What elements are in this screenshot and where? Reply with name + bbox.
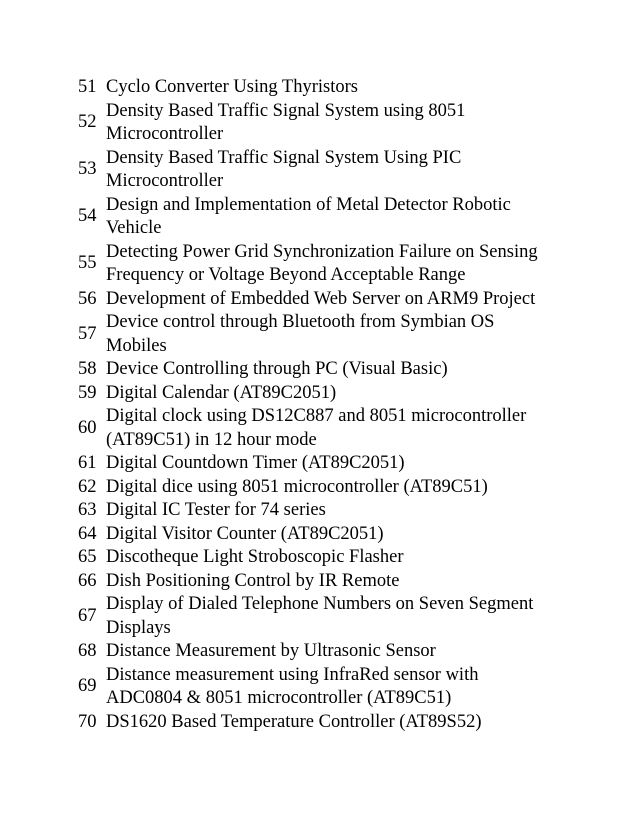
item-number: 68 (78, 641, 97, 661)
item-number: 61 (78, 453, 97, 473)
item-title-line: Display of Dialed Telephone Numbers on Seven Segment (106, 594, 534, 614)
item-number: 66 (78, 570, 97, 591)
item-number: 63 (78, 500, 97, 520)
list-item (78, 241, 558, 288)
item-title-line: Dish Positioning Control by IR Remote (106, 570, 400, 591)
item-title (106, 241, 558, 288)
item-number: 65 (78, 547, 97, 567)
item-title-line: Displays (106, 617, 171, 638)
list-item (78, 194, 558, 241)
item-title (106, 100, 558, 147)
item-number: 62 (78, 476, 97, 497)
item-title-line: Distance Measurement by Ultrasonic Sensor (106, 641, 436, 661)
item-title-line: Design and Implementation of Metal Detector Robotic (106, 194, 511, 215)
item-title (106, 147, 558, 194)
item-title (106, 593, 558, 640)
item-number: 54 (78, 206, 97, 227)
item-title (106, 382, 558, 406)
item-title (106, 358, 558, 382)
item-title-line: Device control through Bluetooth from Symbian OS (106, 312, 495, 332)
list-item (78, 546, 558, 570)
item-title-line: Cyclo Converter Using Thyristors (106, 77, 358, 97)
item-title (106, 523, 558, 547)
item-title (106, 405, 558, 452)
item-number: 69 (78, 676, 97, 697)
list-item (78, 664, 558, 711)
item-title-line: Vehicle (106, 218, 162, 238)
item-title-line: Mobiles (106, 335, 167, 356)
list-item (78, 499, 558, 523)
item-number: 67 (78, 605, 97, 626)
item-title-line: Digital Calendar (AT89C2051) (106, 382, 337, 403)
list-item (78, 711, 558, 735)
item-title-line: Microcontroller (106, 171, 224, 191)
list-item (78, 405, 558, 452)
list-item (78, 593, 558, 640)
item-title (106, 640, 558, 664)
item-title-line: Digital IC Tester for 74 series (106, 500, 326, 520)
item-title (106, 476, 558, 500)
list-item (78, 382, 558, 406)
list-item (78, 288, 558, 312)
item-title (106, 664, 558, 711)
item-title (106, 546, 558, 570)
item-number: 70 (78, 711, 97, 732)
list-item (78, 476, 558, 500)
item-title-line: Development of Embedded Web Server on ARM9 Project (106, 288, 536, 309)
item-title-line: (AT89C51) in 12 hour mode (106, 429, 317, 450)
list-item (78, 452, 558, 476)
item-title-line: Distance measurement using InfraRed sensor with (106, 664, 479, 685)
list-item (78, 640, 558, 664)
item-number: 56 (78, 288, 97, 309)
item-title-line: DS1620 Based Temperature Controller (AT89S52) (106, 711, 482, 732)
item-title-line: Detecting Power Grid Synchronization Failure on Sensing (106, 241, 538, 262)
item-title-line: Discotheque Light Stroboscopic Flasher (106, 547, 404, 567)
item-number: 64 (78, 523, 97, 544)
list-item (78, 100, 558, 147)
item-title (106, 311, 558, 358)
item-title (106, 570, 558, 594)
item-number: 55 (78, 253, 97, 274)
item-title (106, 499, 558, 523)
list-item (78, 570, 558, 594)
item-title-line: Digital Countdown Timer (AT89C2051) (106, 453, 405, 473)
item-number: 51 (78, 77, 97, 97)
item-title (106, 194, 558, 241)
list-item (78, 311, 558, 358)
list-item (78, 147, 558, 194)
item-title (106, 711, 558, 735)
list-item (78, 358, 558, 382)
list-item (78, 76, 558, 100)
item-title-line: Digital Visitor Counter (AT89C2051) (106, 523, 384, 544)
item-number: 57 (78, 323, 97, 344)
item-title (106, 452, 558, 476)
item-title-line: Frequency or Voltage Beyond Acceptable Range (106, 265, 466, 285)
item-title-line: Device Controlling through PC (Visual Basic) (106, 359, 448, 379)
item-title-line: Digital clock using DS12C887 and 8051 microcontroller (106, 406, 527, 426)
item-title-line: Density Based Traffic Signal System Using PIC (106, 147, 462, 168)
item-number: 59 (78, 382, 97, 403)
list-item (78, 523, 558, 547)
item-number: 60 (78, 417, 97, 438)
project-list (78, 76, 558, 734)
item-number: 52 (78, 112, 97, 133)
item-title-line: Density Based Traffic Signal System using 8051 (106, 100, 466, 121)
item-title (106, 288, 558, 312)
item-number: 53 (78, 159, 97, 180)
item-number: 58 (78, 359, 97, 379)
item-title (106, 76, 558, 100)
item-title-line: Microcontroller (106, 124, 224, 144)
item-title-line: ADC0804 & 8051 microcontroller (AT89C51) (106, 688, 452, 708)
item-title-line: Digital dice using 8051 microcontroller (AT89C51) (106, 476, 488, 497)
